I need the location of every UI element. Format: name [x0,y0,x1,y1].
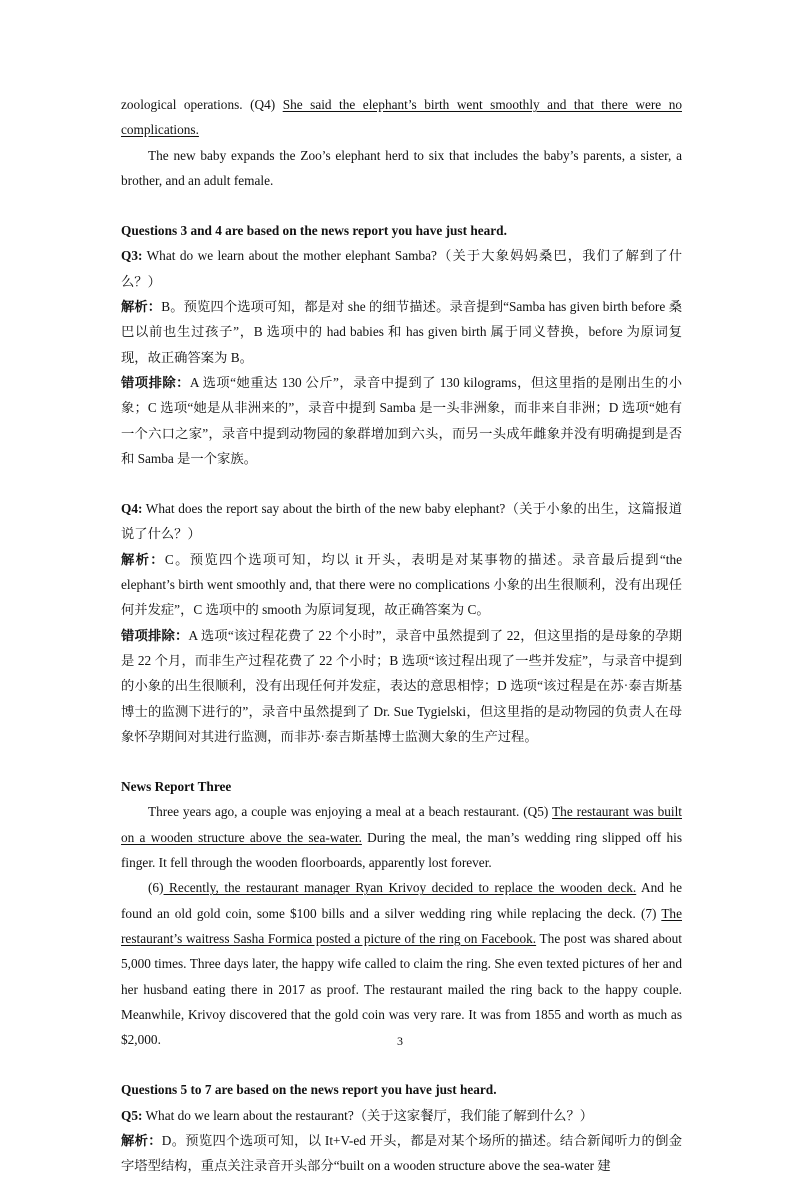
page-number: 3 [397,1034,403,1048]
underlined-answer-q5: The restaurant was built on a wooden structure above the sea-water. [121,804,682,845]
analysis-q3: 解析：B。预览四个选项可知，都是对 she 的细节描述。录音提到“Samba has given birth before 桑巴以前也生过孩子”，B 选项中的 had babies 和 has given birth 属于同义替换，before 为原词复现，故正确答案为 B。 [121,299,682,365]
news-report-paragraph-2: (6) Recently, the restaurant manager Ryan Krivoy decided to replace the wooden deck. And he found an old gold coin, some $100 bills and a silver wedding ring while replacing the deck. (7) The restaurant’s waitress Sasha Formica posted a picture of the ring on Facebook. The post was shared about 5,000 times. Three days later, the happy wife called to claim the ring. She even texted pictures of her and her husband eating there in 2017 as proof. The restaurant mailed the ring back to the happy couple. Meanwhile, Krivoy discovered that the gold coin was very rare. It was from 1855 and worth as much as $2,000. [121,880,682,1048]
underlined-answer-q4: She said the elephant’s birth went smoothly and that there were no complications. [121,97,682,138]
analysis-q5: 解析：D。预览四个选项可知，以 It+V-ed 开头，都是对某个场所的描述。结合新闻听力的倒金字塔型结构，重点关注录音开头部分“built on a wooden structure above the sea-water 建 [121,1132,682,1174]
news-report-paragraph-1: Three years ago, a couple was enjoying a meal at a beach restaurant. (Q5) The restaurant was built on a wooden structure above the sea-water. During the meal, the man’s wedding ring slipped off his finger. It fell through the wooden floorboards, apparently lost forever. [121,804,683,871]
question-q5: Q5: What do we learn about the restaurant?（关于这家餐厅，我们能了解到什么？） [121,1107,594,1123]
document-body [121,92,682,1179]
underlined-answer-q6: Recently, the restaurant manager Ryan Krivoy decided to replace the wooden deck. [163,880,637,896]
underlined-answer-q7: The restaurant’s waitress Sasha Formica posted a picture of the ring on Facebook. [121,905,682,946]
section-heading-q5-q7: Questions 5 to 7 are based on the news report you have just heard. [121,1082,497,1098]
wrong-options-q4: 错项排除：A 选项“该过程花费了 22 个小时”，录音中虽然提到了 22，但这里指的是母象的孕期是 22 个月，而非生产过程花费了 22 个小时；B 选项“该过程出现了一些并发症”，与录音中提到的小象的出生很顺利，没有出现任何并发症，表达的意思相悖；D 选项“该过程是在苏·泰吉斯基博士的监测下进行的”，录音中虽然提到了 Dr. Sue Tygielski，但这里指的是动物园的负责人在母象怀孕期间对其进行监测，而非苏·泰吉斯基博士监测大象的生产过程。 [121,627,683,744]
section-heading-news-report-three: News Report Three [121,779,232,795]
analysis-q4: 解析：C。预览四个选项可知，均以 it 开头，表明是对某事物的描述。录音最后提到“the elephant’s birth went smoothly and, that there were no complications 小象的出生很顺利，没有出现任何并发症”，C 选项中的 smooth 为原词复现，故正确答案为 C。 [121,551,682,618]
paragraph-continuation: zoological operations. (Q4) She said the elephant’s birth went smoothly and that there were no complications. [121,97,682,138]
paragraph-herd: The new baby expands the Zoo’s elephant herd to six that includes the baby’s parents, a sister, a brother, and an adult female. [121,147,682,188]
question-q4: Q4: What does the report say about the birth of the new baby elephant?（关于小象的出生，这篇报道说了什么？） [121,501,682,542]
section-heading-q3-q4: Questions 3 and 4 are based on the news report you have just heard. [121,223,507,239]
question-q3: Q3: What do we learn about the mother elephant Samba?（关于大象妈妈桑巴，我们了解到了什么？） [121,248,682,289]
wrong-options-q3: 错项排除：A 选项“她重达 130 公斤”，录音中提到了 130 kilograms，但这里指的是刚出生的小象；C 选项“她是从非洲来的”，录音中提到 Samba 是一头非洲象，而非来自非洲；D 选项“她有一个六口之家”，录音中提到动物园的象群增加到六头，而另一头成年雌象并没有明确提到是否和 Samba 是一个家族。 [121,374,683,466]
